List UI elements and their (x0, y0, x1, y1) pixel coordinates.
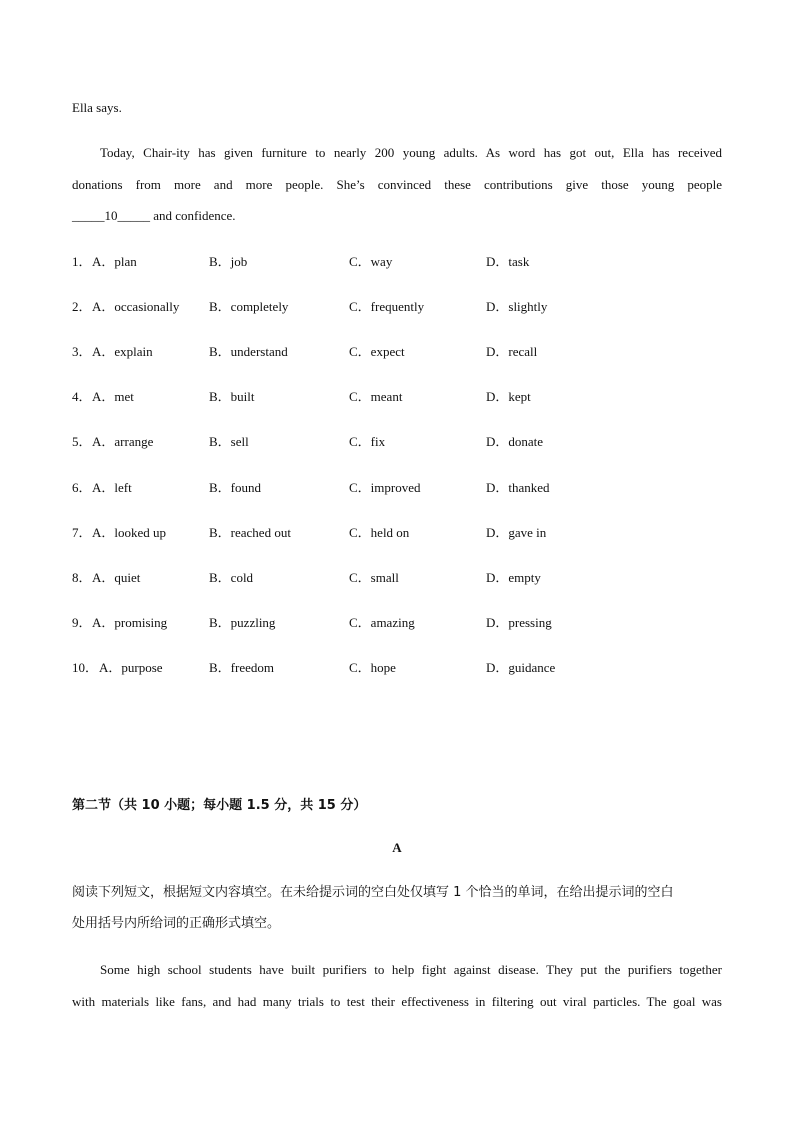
question-row (72, 525, 632, 543)
question-row (72, 480, 632, 498)
option-a: A．looked up (92, 525, 167, 540)
question-row (72, 660, 632, 678)
question-number: 7． (72, 525, 92, 540)
question-row (72, 299, 632, 317)
article-paragraph-line-2: with materials like fans, and had many trials to test their effectiveness in filtering out viral particles. The goal was (72, 994, 722, 1009)
instruction-line-1: 阅读下列短文，根据短文内容填空。在未给提示词的空白处仅填写 1 个恰当的单词，在给出提示词的空白 (72, 885, 674, 900)
question-row (72, 570, 632, 588)
option-c: C．amazing (349, 615, 415, 630)
option-c: C．expect (349, 344, 405, 359)
option-a: A．arrange (92, 434, 154, 449)
question-number: 8． (72, 570, 92, 585)
option-b: B．understand (209, 344, 288, 359)
passage-paragraph-line-1: Today, Chair-ity has given furniture to nearly 200 young adults. As word has got out, Ella has received (100, 145, 722, 160)
option-a: A．met (92, 389, 134, 404)
option-d: D．kept (486, 389, 531, 404)
option-d: D．pressing (486, 615, 552, 630)
option-d: D．slightly (486, 299, 548, 314)
question-row (72, 434, 632, 452)
option-c: C．way (349, 254, 393, 269)
question-row (72, 254, 632, 272)
option-d: D．task (486, 254, 530, 269)
option-c: C．held on (349, 525, 410, 540)
passage-paragraph-line-2: donations from more and more people. She’s convinced these contributions give those young people (72, 177, 722, 192)
option-b: B．found (209, 480, 262, 495)
question-row (72, 389, 632, 407)
question-row (72, 344, 632, 362)
question-number: 2． (72, 299, 92, 314)
option-d: D．guidance (486, 660, 556, 675)
section-heading: 第二节（共 10 小题；每小题 1.5 分，共 15 分） (72, 798, 367, 813)
passage-closing-line: Ella says. (72, 100, 122, 115)
question-number: 4． (72, 389, 92, 404)
option-a: A．explain (92, 344, 153, 359)
option-b: B．job (209, 254, 248, 269)
instruction-line-2: 处用括号内所给词的正确形式填空。 (72, 916, 281, 931)
option-c: C．hope (349, 660, 396, 675)
option-b: B．reached out (209, 525, 291, 540)
part-label: A (392, 840, 402, 855)
option-c: C．fix (349, 434, 386, 449)
option-d: D．gave in (486, 525, 547, 540)
question-number: 1． (72, 254, 92, 269)
passage-paragraph-line-3-text: and confidence. (150, 208, 236, 223)
option-a: A．occasionally (92, 299, 180, 314)
option-a: A．purpose (99, 660, 163, 675)
option-a: A．plan (92, 254, 137, 269)
option-c: C．meant (349, 389, 403, 404)
question-number: 3． (72, 344, 92, 359)
question-row (72, 615, 632, 633)
passage-paragraph-line-3 (72, 208, 722, 224)
option-a: A．left (92, 480, 132, 495)
option-c: C．improved (349, 480, 421, 495)
blank-10: _____10_____ (72, 208, 150, 223)
option-b: B．freedom (209, 660, 274, 675)
option-c: C．frequently (349, 299, 425, 314)
option-b: B．completely (209, 299, 289, 314)
option-d: D．empty (486, 570, 541, 585)
question-number: 5． (72, 434, 92, 449)
option-b: B．cold (209, 570, 254, 585)
option-c: C．small (349, 570, 399, 585)
option-b: B．puzzling (209, 615, 276, 630)
option-d: D．thanked (486, 480, 550, 495)
article-paragraph-line-1: Some high school students have built purifiers to help fight against disease. They put the purifiers together (100, 962, 722, 977)
option-d: D．donate (486, 434, 544, 449)
question-number: 9． (72, 615, 92, 630)
option-d: D．recall (486, 344, 538, 359)
question-number: 6． (72, 480, 92, 495)
option-a: A．promising (92, 615, 168, 630)
option-b: B．sell (209, 434, 249, 449)
option-b: B．built (209, 389, 255, 404)
option-a: A．quiet (92, 570, 141, 585)
question-number: 10． (72, 660, 99, 675)
